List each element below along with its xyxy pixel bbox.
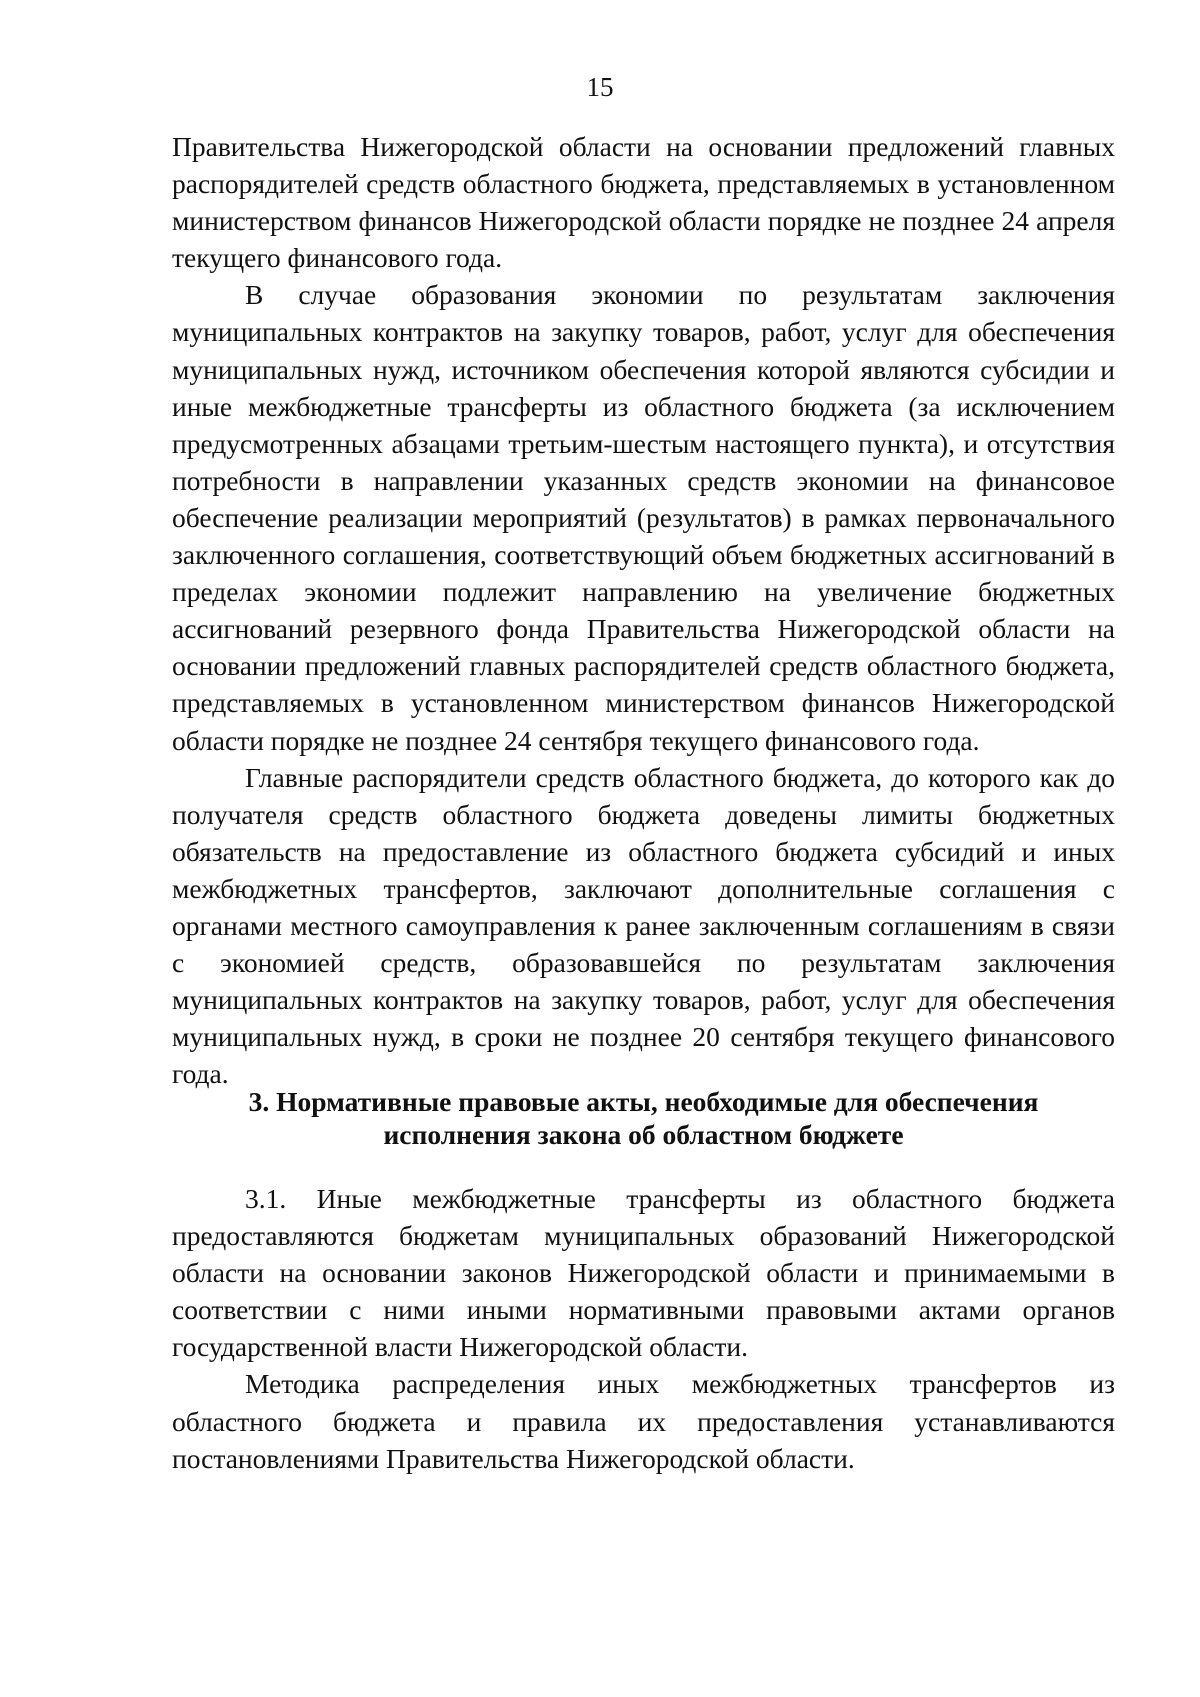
section-heading	[172, 1085, 1115, 1151]
paragraph-methodology: Методика распределения иных межбюджетных трансфертов из областного бюджета и правила их предоставления устанавливаются постановлениями Правительства Нижегородской области.	[172, 1368, 1115, 1474]
paragraph-continuation: Правительства Нижегородской области на основании предложений главных распорядителей средств областного бюджета, представляемых в установленном министерством финансов Нижегородской области порядке не позднее 24 апреля текущего финансового года.	[172, 131, 1115, 274]
body-text-top	[172, 128, 1115, 1092]
paragraph-main-administrators: Главные распорядители средств областного бюджета, до которого как до получателя средств областного бюджета доведены лимиты бюджетных обязательств на предоставление из областного бюджета субсидий и иных межбюджетных трансфертов, заключают дополнительные соглашения с органами местного самоуправления к ранее заключенным соглашениям в связи с экономией средств, образовавшейся по результатам заключения муниципальных контрактов на закупку товаров, работ, услуг для обеспечения муниципальных нужд, в сроки не позднее 20 сентября текущего финансового года.	[172, 761, 1115, 1090]
section-heading-line-2: исполнения закона об областном бюджете	[383, 1119, 904, 1150]
paragraph-economy-case: В случае образования экономии по результатам заключения муниципальных контрактов на закупку товаров, работ, услуг для обеспечения муниципальных нужд, источником обеспечения которой являются субсидии и иные межбюджетные трансферты из областного бюджета (за исключением предусмотренных абзацами третьим-шестым настоящего пункта), и отсутствия потребности в направлении указанных средств экономии на финансовое обеспечение реализации мероприятий (результатов) в рамках первоначального заключенного соглашения, соответствующий объем бюджетных ассигнований в пределах экономии подлежит направлению на увеличение бюджетных ассигнований резервного фонда Правительства Нижегородской области на основании предложений главных распорядителей средств областного бюджета, представляемых в установленном министерством финансов Нижегородской области порядке не позднее 24 сентября текущего финансового года.	[172, 279, 1115, 756]
section-body	[172, 1180, 1115, 1477]
page-number: 15	[586, 72, 614, 102]
section-heading-line-1: 3. Нормативные правовые акты, необходимые для обеспечения	[248, 1086, 1039, 1117]
paragraph-3-1: 3.1. Иные межбюджетные трансферты из областного бюджета предоставляются бюджетам муниципальных образований Нижегородской области на основании законов Нижегородской области и принимаемыми в соответствии с ними иными нормативными правовыми актами органов государственной власти Нижегородской области.	[172, 1183, 1115, 1363]
